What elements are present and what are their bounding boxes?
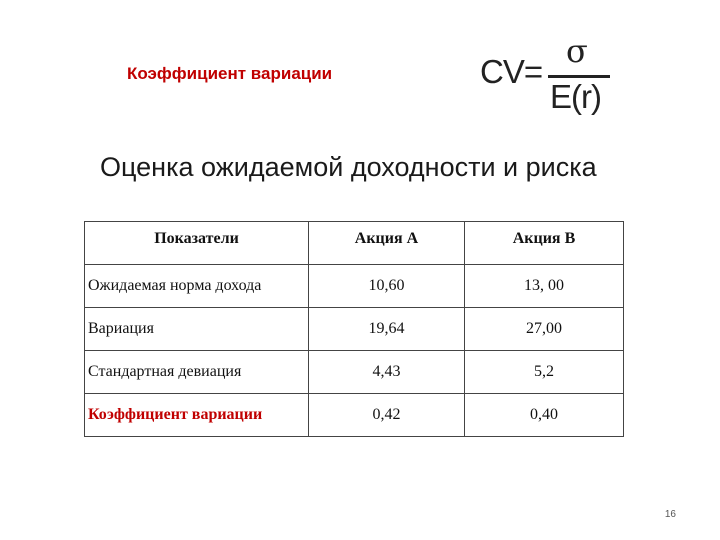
page-number: 16 (664, 509, 676, 520)
row-value-a: 10,60 (309, 265, 465, 308)
row-value-b: 5,2 (465, 351, 624, 394)
section-title: Оценка ожидаемой доходности и риска (100, 152, 597, 182)
table-row (85, 308, 624, 351)
table-header-row (85, 222, 624, 265)
table-row (85, 265, 624, 308)
row-value-a: 19,64 (309, 308, 465, 351)
data-table (84, 221, 624, 437)
row-label: Коэффициент вариации (85, 394, 309, 437)
formula-lhs: CV= (480, 53, 543, 90)
formula-numerator: σ (566, 32, 588, 70)
table-row (85, 351, 624, 394)
cv-formula (480, 34, 620, 118)
formula-denominator: E(r) (550, 78, 601, 115)
header-stock-a: Акция А (309, 222, 465, 265)
row-value-a: 0,42 (309, 394, 465, 437)
row-label: Стандартная девиация (85, 351, 309, 394)
row-value-b: 27,00 (465, 308, 624, 351)
row-value-b: 13, 00 (465, 265, 624, 308)
header-stock-b: Акция В (465, 222, 624, 265)
row-label: Вариация (85, 308, 309, 351)
row-label: Ожидаемая норма дохода (85, 265, 309, 308)
row-value-b: 0,40 (465, 394, 624, 437)
header-indicators: Показатели (85, 222, 309, 265)
row-value-a: 4,43 (309, 351, 465, 394)
top-title: Коэффициент вариации (127, 64, 333, 83)
table-row (85, 394, 624, 437)
